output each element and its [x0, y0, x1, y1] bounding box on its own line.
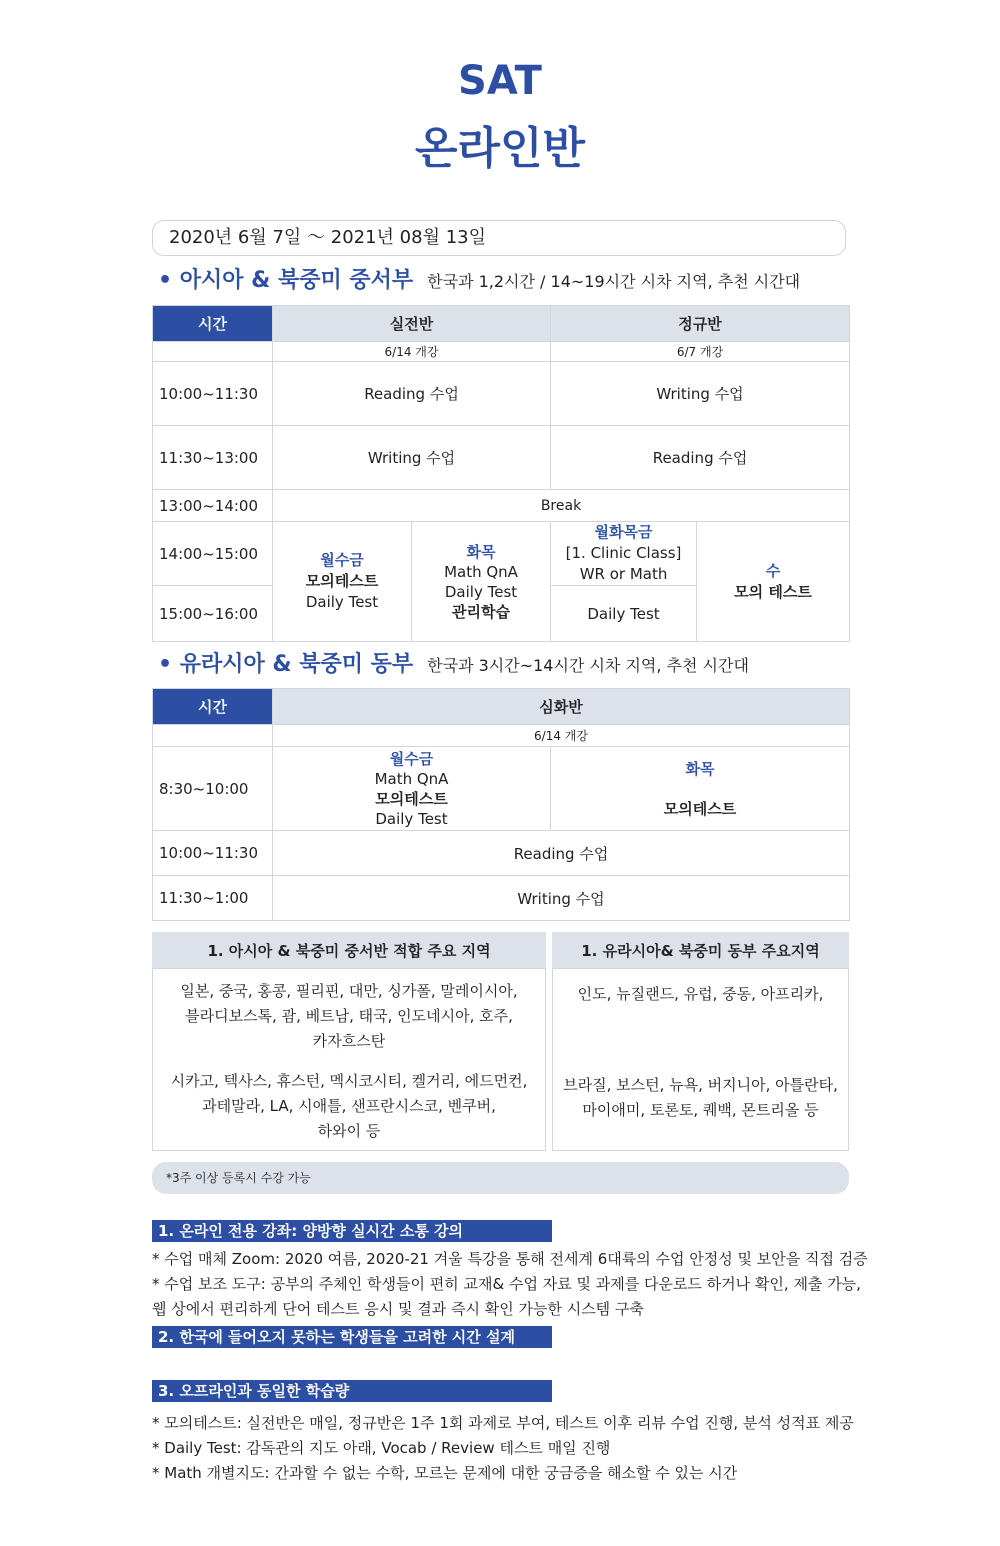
- regions-left-body: [152, 968, 546, 1151]
- regions-table: [152, 932, 849, 1151]
- schedule-table-1: [152, 305, 850, 642]
- col-silijeon-header: 실전반: [273, 306, 551, 342]
- open-date-a: 6/14 개강: [273, 725, 850, 747]
- region-line: 마이애미, 토론토, 퀘백, 몬트리올 등: [582, 1101, 819, 1119]
- class-line: Daily Test: [375, 809, 448, 828]
- class-line: Math QnA: [444, 562, 518, 581]
- feature-line: * Daily Test: 감독관의 지도 아래, Vocab / Review 테스트 매일 진행: [152, 1439, 611, 1457]
- class-cell: Reading 수업: [551, 426, 850, 490]
- empty-cell: [153, 342, 273, 362]
- class-line: Daily Test: [305, 593, 379, 611]
- class-line: Daily Test: [444, 582, 518, 601]
- time-cell: 11:30~1:00: [153, 876, 273, 921]
- regions-right-header: 1. 유라시아& 북중미 동부 주요지역: [552, 932, 849, 968]
- class-cell-tt: [551, 747, 850, 831]
- time-cell: 10:00~11:30: [153, 362, 273, 426]
- day-label: 월수금: [320, 551, 364, 569]
- section1-subtitle: 한국과 1,2시간 / 14~19시간 시차 지역, 추천 시간대: [427, 272, 801, 291]
- class-line: 모의테스트: [375, 789, 448, 808]
- feature-heading-1: 1. 온라인 전용 강좌: 양방향 실시간 소통 강의: [152, 1220, 552, 1242]
- regions-right-body: [552, 968, 849, 1151]
- date-range: 2020년 6월 7일 ～ 2021년 08월 13일: [152, 220, 846, 256]
- open-date-b: 6/7 개강: [551, 342, 850, 362]
- day-label: 화목: [685, 759, 715, 778]
- time-cell: 11:30~13:00: [153, 426, 273, 490]
- regions-left-header: 1. 아시아 & 북중미 중서반 적합 주요 지역: [152, 932, 546, 968]
- class-cell: Writing 수업: [551, 362, 850, 426]
- class-cell-tt: [412, 522, 551, 642]
- time-cell: 13:00~14:00: [153, 490, 273, 522]
- class-cell: Writing 수업: [273, 426, 551, 490]
- section2-title: • 유라시아 & 북중미 동부: [158, 652, 414, 677]
- page-title-line1: SAT: [458, 58, 542, 104]
- region-line: 하와이 등: [317, 1122, 381, 1140]
- enrollment-note: *3주 이상 등록시 수강 가능: [152, 1162, 849, 1194]
- day-label: 수: [765, 561, 781, 580]
- class-line: 모의테스트: [305, 572, 379, 590]
- feature-heading-3: 3. 오프라인과 동일한 학습량: [152, 1380, 552, 1402]
- schedule-table-2: [152, 688, 850, 921]
- class-line: 모의테스트: [663, 799, 737, 818]
- class-cell: Daily Test: [551, 586, 697, 642]
- region-line: 과테말라, LA, 시애틀, 샌프란시스코, 벤쿠버,: [202, 1097, 496, 1115]
- feature-line: * 모의테스트: 실전반은 매일, 정규반은 1주 1회 과제로 부여, 테스트 이후 리뷰 수업 진행, 분석 성적표 제공: [152, 1414, 854, 1432]
- section1-heading: [158, 263, 800, 294]
- feature-line: 웹 상에서 편리하게 단어 테스트 응시 및 결과 즉시 확인 가능한 시스템 구축: [152, 1300, 644, 1318]
- feature-heading-2: 2. 한국에 들어오지 못하는 학생들을 고려한 시간 설계: [152, 1326, 552, 1348]
- section2-subtitle: 한국과 3시간~14시간 시차 지역, 추천 시간대: [427, 656, 749, 675]
- class-cell: Reading 수업: [273, 362, 551, 426]
- day-label: 월화목금: [594, 523, 653, 541]
- col-jeonggyu-header: 정규반: [551, 306, 850, 342]
- section2-heading: [158, 647, 749, 678]
- col-time-header: 시간: [153, 306, 273, 342]
- class-cell-mwf: [273, 747, 551, 831]
- day-label: 월수금: [389, 749, 434, 768]
- class-line: 모의 테스트: [734, 582, 812, 601]
- region-line: 인도, 뉴질랜드, 유럽, 중동, 아프리카,: [577, 985, 824, 1003]
- region-line: 블라디보스톡, 괌, 베트남, 태국, 인도네시아, 호주,: [185, 1007, 513, 1025]
- time-cell: 8:30~10:00: [153, 747, 273, 831]
- time-cell: 10:00~11:30: [153, 831, 273, 876]
- class-cell-wed: [697, 522, 850, 642]
- time-cell: 15:00~16:00: [153, 586, 273, 642]
- region-line: 브라질, 보스턴, 뉴욕, 버지니아, 아틀란타,: [563, 1076, 838, 1094]
- class-cell-mttf: [551, 522, 697, 586]
- time-cell: 14:00~15:00: [153, 522, 273, 586]
- class-line: 관리학습: [452, 602, 510, 621]
- region-line: 시카고, 텍사스, 휴스턴, 멕시코시티, 켈거리, 에드먼컨,: [170, 1072, 528, 1090]
- open-date-a: 6/14 개강: [273, 342, 551, 362]
- class-cell: Reading 수업: [273, 831, 850, 876]
- page-title-line2: 온라인반: [414, 123, 585, 174]
- class-cell: Writing 수업: [273, 876, 850, 921]
- day-label: 화목: [466, 542, 496, 561]
- class-cell-mwf: [273, 522, 412, 642]
- break-cell: Break: [273, 490, 850, 522]
- feature-line: * 수업 보조 도구: 공부의 주체인 학생들이 편히 교재& 수업 자료 및 과제를 다운로드 하거나 확인, 제출 가능,: [152, 1275, 861, 1293]
- feature-line: * Math 개별지도: 간과할 수 없는 수학, 모르는 문제에 대한 궁금증을 해소할 수 있는 시간: [152, 1464, 738, 1482]
- empty-cell: [153, 725, 273, 747]
- class-line: WR or Math: [579, 565, 668, 583]
- class-line: Math QnA: [374, 769, 449, 788]
- region-line: 일본, 중국, 홍콩, 필리핀, 대만, 싱가폴, 말레이시아,: [180, 982, 518, 1000]
- section1-title: • 아시아 & 북중미 중서부: [158, 268, 414, 293]
- col-simhwa-header: 심화반: [273, 689, 850, 725]
- feature-line: * 수업 매체 Zoom: 2020 여름, 2020-21 겨울 특강을 통해 전세계 6대륙의 수업 안정성 및 보안을 직접 검증: [152, 1250, 868, 1268]
- region-line: 카자흐스탄: [312, 1032, 386, 1050]
- class-line: [1. Clinic Class]: [565, 544, 682, 562]
- col-time-header: 시간: [153, 689, 273, 725]
